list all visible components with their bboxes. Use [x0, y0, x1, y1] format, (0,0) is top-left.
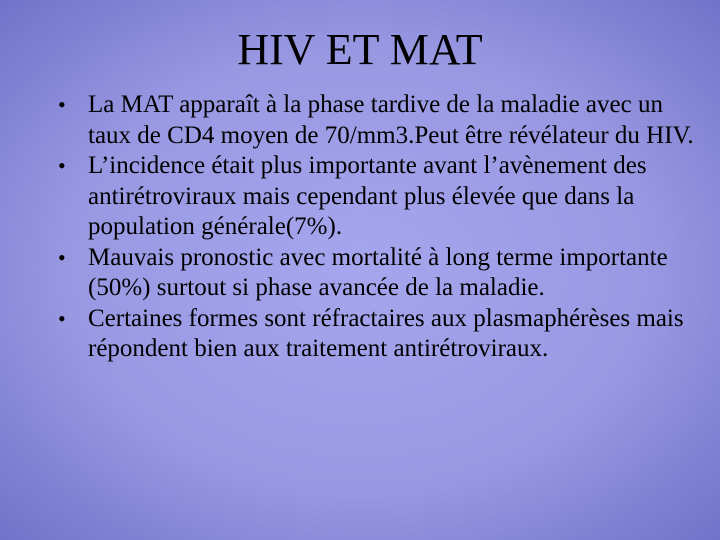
bullet-text: La MAT apparaît à la phase tardive de la maladie avec un taux de CD4 moyen de 70/mm3.Peut être révélateur du HIV.: [88, 91, 694, 149]
bullet-text: Mauvais pronostic avec mortalité à long terme importante (50%) surtout si phase avancée de la maladie.: [88, 243, 668, 301]
bullet-icon: •: [58, 305, 66, 331]
bullet-item-1: [58, 90, 698, 151]
bullet-list: [58, 90, 698, 365]
bullet-icon: •: [58, 244, 66, 270]
bullet-item-3: [58, 243, 698, 304]
bullet-text: L’incidence était plus importante avant l’avènement des antirétroviraux mais cependant plus élevée que dans la population générale(7%).: [88, 152, 647, 240]
bullet-item-2: [58, 151, 698, 243]
bullet-icon: •: [58, 92, 66, 117]
bullet-text: Certaines formes sont réfractaires aux plasmaphérèses mais répondent bien aux traitement antirétroviraux.: [88, 304, 684, 362]
slide-title: HIV ET MAT: [237, 25, 483, 74]
bullet-icon: •: [58, 153, 66, 178]
bullet-item-4: [58, 304, 698, 365]
